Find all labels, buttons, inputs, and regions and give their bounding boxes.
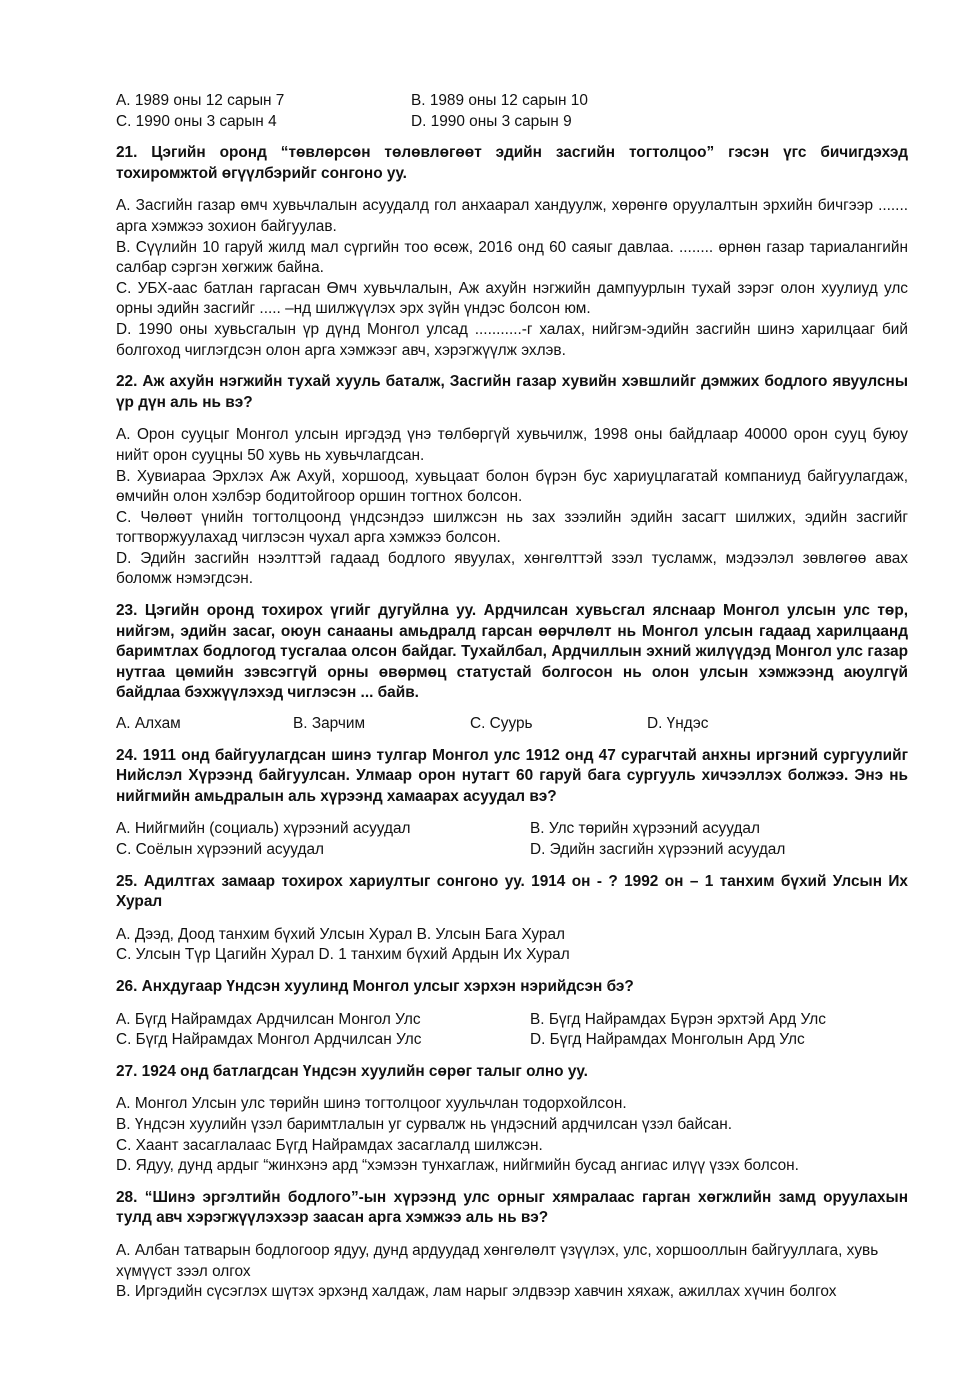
question-28: 28. “Шинэ эргэлтийн бодлого”-ын хүрээнд улс орныг хямралаас гарган хөгжлийн замд оруулахын тулд авч хэрэгжүүлэхээр заасан арга хэмжээ аль нь вэ?	[116, 1188, 908, 1227]
q22-option-b: B. Хувиараа Эрхлэх Аж Ахуй, хоршоод, хувьцаат болон бүрэн бус хариуцлагатай компаниуд байгуулагдаж, өмчийн олон хэлбэр бодитойгоор оршин тогтнох болсон.	[116, 467, 908, 506]
q24-row-2	[116, 840, 908, 861]
q22-option-a: A. Орон сууцыг Монгол улсын иргэдэд үнэ төлбөргүй хувьчилж, 1998 оны байдлаар 40000 орон сууц буюу нийт орон сууцны 50 хувь нь хувьчлагдсан.	[116, 426, 908, 464]
q20-options	[116, 91, 908, 132]
question-22: 22. Аж ахуйн нэгжийн тухай хууль баталж, Засгийн газар хувийн хэвшлийг дэмжих бодлого явуулсны үр дүн аль нь вэ?	[116, 373, 908, 411]
q20-row-1	[116, 91, 908, 112]
question-26: 26. Анхдугаар Үндсэн хуулинд Монгол улсыг хэрхэн нэрийдсэн бэ?	[116, 977, 634, 995]
q20-option-a: A. 1989 оны 12 сарын 7	[116, 92, 285, 109]
q22-option-d: D. Эдийн засгийн нээлттэй гадаад бодлого явуулах, хөнгөлттэй зээл тусламж, мэдээлэл зөвлөгөө авах боломж нэмэгдсэн.	[116, 549, 908, 588]
q24-option-c: C. Соёлын хүрээний асуудал	[116, 841, 324, 858]
q27-option-a: A. Монгол Улсын улс төрийн шинэ тогтолцоог хуульчлан тодорхойлсон.	[116, 1095, 627, 1113]
q21-option-d: D. 1990 оны хувьсгалын үр дүнд Монгол улсад ...........-г халах, нийгэм-эдийн засгийн шинэ харилцааг бий болгоход чиглэгдсэн олон арга хэмжээг авч, хэрэгжүүлж эхлэв.	[116, 320, 908, 359]
q26-option-d: D. Бүгд Найрамдах Монголын Ард Улс	[530, 1031, 805, 1049]
q28-options	[116, 1241, 908, 1303]
q26-row-2	[116, 1030, 908, 1051]
q21-option-a: A. Засгийн газар өмч хувьчлалын асуудалд гол анхаарал хандуулж, хөрөнгө оруулалтын эрхийн бичгээр ....... арга хэмжээ зохион байгуулав.	[116, 197, 908, 235]
q26-row-1	[116, 1010, 908, 1031]
q25-options-line-1: A. Дээд, Доод танхим бүхий Улсын Хурал B. Улсын Бага Хурал	[116, 925, 566, 943]
q24-row-1	[116, 819, 908, 840]
q21-option-c: C. УБХ-аас батлан гаргасан Өмч хувьчлалын, Аж ахуйн нэгжийн дампуурлын тухай зэрэг олон хуулиуд улс орны эдийн засгийг ..... –нд шилжүүлэх эрх зүйн үндэс болсон юм.	[116, 279, 908, 318]
q23-option-c: C. Суурь	[470, 715, 533, 733]
q27-option-c: C. Хаант засаглалаас Бүгд Найрамдах засаглалд шилжсэн.	[116, 1136, 543, 1154]
q23-option-b: B. Зарчим	[293, 715, 366, 733]
q27-option-b: B. Үндсэн хуулийн үзэл баримтлалын уг сурвалж нь үндэсний ардчилсан үзэл байсан.	[116, 1115, 733, 1133]
question-24: 24. 1911 онд байгуулагдсан шинэ тулгар Монгол улс 1912 онд 47 сурагчтай анхны иргэний сургуулийг Нийслэл Хүрээнд байгуулсан. Улмаар орон нутагт 60 гаруй бага сургууль хичээллэх болжээ. Энэ нь нийгмийн амьдралын аль хүрээнд хамаарах асуудал вэ?	[116, 746, 908, 805]
q27-option-d: D. Ядуу, дунд ардыг “жинхэнэ ард “хэмээн тунхаглаж, нийгмийн бусад ангиас илүү үзэх болсон.	[116, 1157, 799, 1175]
q21-option-b: B. Сүүлийн 10 гаруй жилд мал сүргийн тоо өсөж, 2016 онд 60 саяыг давлаа. ........ өрнөн газар тариалангийн салбар сэргэн хөгжиж байна.	[116, 238, 908, 277]
q23-option-a: A. Алхам	[116, 715, 181, 733]
q27-options	[116, 1094, 908, 1176]
q28-option-a: A. Албан татварын бодлогоор ядуу, дунд ардуудад хөнгөлөлт үзүүлэх, улс, хоршооллын байгууллага, хувь хүмүүст зээл олгох	[116, 1241, 879, 1280]
question-23: 23. Цэгийн оронд тохирох үгийг дугуйлна уу. Ардчилсан хувьсгал ялснаар Монгол улсын улс төр, нийгэм, эдийн засаг, оюун санааны амьдралд гарсан өөрчлөлт нь Монгол улсын гадаад харилцаанд баримтлах бодлогод тусгалаа олсон байдаг. Тухайлбал, Ардчиллын эхний жилүүдэд Монгол улс газар нутгаа цөмийн зэвсэггүй орны өвөрмөц статустай болгосон нь олон улсын хэмжээнд аюулгүй байдлаа бэхжүүлэхэд чиглэсэн ... байв.	[116, 602, 908, 702]
q26-options	[116, 1010, 908, 1051]
q23-options	[116, 714, 908, 735]
q22-option-c: C. Чөлөөт үнийн тогтолцоонд үндсэндээ шилжсэн нь зах зээлийн эдийн засагт шилжих, эдийн засгийг тогтворжуулахад чиглэсэн чухал арга хэмжээ болсон.	[116, 508, 908, 547]
q23-option-d: D. Үндэс	[647, 715, 709, 733]
q26-option-c: C. Бүгд Найрамдах Монгол Ардчилсан Улс	[116, 1031, 422, 1049]
q28-option-b: B. Иргэдийн сүсэглэх шүтэх эрхэнд халдаж, лам нарыг элдвээр хавчин хяхаж, ажиллах хүчин болгох	[116, 1283, 837, 1301]
q26-option-a: A. Бүгд Найрамдах Ардчилсан Монгол Улс	[116, 1010, 421, 1028]
q20-option-c: C. 1990 оны 3 сарын 4	[116, 112, 277, 130]
q20-option-b: B. 1989 оны 12 сарын 10	[411, 92, 588, 109]
q24-options	[116, 819, 908, 860]
q20-row-2	[116, 112, 908, 133]
q25-options-line-2: C. Улсын Түр Цагийн Хурал D. 1 танхим бүхий Ардын Их Хурал	[116, 946, 570, 964]
question-21: 21. Цэгийн оронд “төвлөрсөн төлөвлөгөөт эдийн засгийн тогтолцоо” гэсэн үгс бичигдэхэд тохиромжтой өгүүлбэрийг сонгоно уу.	[116, 144, 908, 182]
q21-options	[116, 196, 908, 361]
q24-option-a: A. Нийгмийн (социаль) хүрээний асуудал	[116, 820, 411, 838]
q20-option-d: D. 1990 оны 3 сарын 9	[411, 112, 572, 130]
q26-option-b: B. Бүгд Найрамдах Бүрэн эрхтэй Ард Улс	[530, 1010, 826, 1028]
question-25: 25. Адилтгах замаар тохирох хариултыг сонгоно уу. 1914 он - ? 1992 он – 1 танхим бүхий Улсын Их Хурал	[116, 872, 908, 911]
question-27: 27. 1924 онд батлагдсан Үндсэн хуулийн сөрөг талыг олно уу.	[116, 1062, 588, 1080]
q24-option-b: B. Улс төрийн хүрээний асуудал	[530, 820, 760, 838]
q24-option-d: D. Эдийн засгийн хүрээний асуудал	[530, 841, 786, 858]
page-content	[116, 91, 908, 1303]
q22-options	[116, 425, 908, 590]
q25-options	[116, 925, 908, 966]
